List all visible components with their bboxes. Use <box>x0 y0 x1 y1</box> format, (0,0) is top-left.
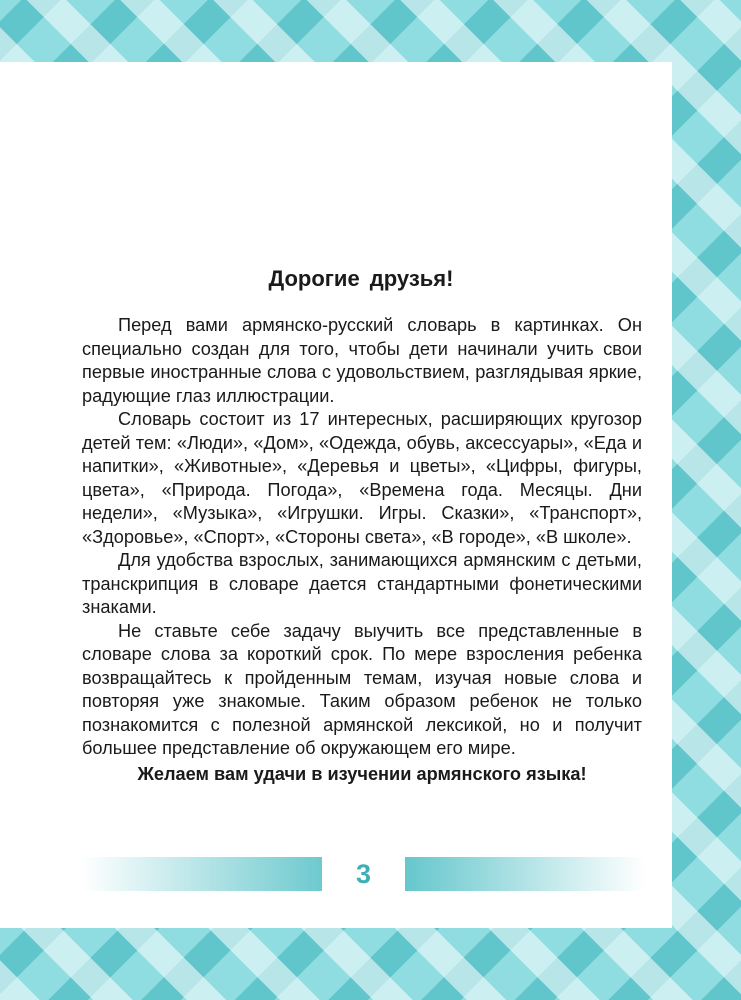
footer-bar-left <box>82 857 322 891</box>
page-number: 3 <box>355 859 372 889</box>
paragraph-transcription: Для удобства взрослых, занимающихся армянским с детьми, транскрипция в словаре дается стандартными фонетическими знаками. <box>82 550 642 617</box>
paragraph-topics: Словарь состоит из 17 интересных, расширяющих кругозор детей тем: «Люди», «Дом», «Одежда, обувь, аксессуары», «Еда и напитки», «Животные», «Деревья и цветы», «Цифры, фигуры, цвета», «Природа. Погода», «Времена года. Месяцы. Дни недели», «Музыка», «Игрушки. Игры. Сказки», «Транспорт», «Здоровье», «Спорт», «Стороны света», «В городе», «В школе». <box>82 409 642 547</box>
closing-wish: Желаем вам удачи в изучении армянского языка! <box>137 763 587 784</box>
paragraph-advice: Не ставьте себе задачу выучить все представленные в словаре слова за короткий срок. По мере взросления ребенка возвращайтесь к пройденным темам, изучая новые слова и повторяя уже знакомые. Таким образом ребенок не только познакомится с полезной армянской лексикой, но и получит большее представление об окружающем его мире. <box>82 620 642 758</box>
page-title: Дорогие друзья! <box>268 266 454 291</box>
paragraph-intro: Перед вами армянско-русский словарь в картинках. Он специально создан для того, чтобы дети начинали учить свои первые иностранные слова с удовольствием, разглядывая яркие, радующие глаз иллюстрации. <box>82 315 642 406</box>
footer-bar-right <box>405 857 645 891</box>
body-text <box>82 314 642 786</box>
